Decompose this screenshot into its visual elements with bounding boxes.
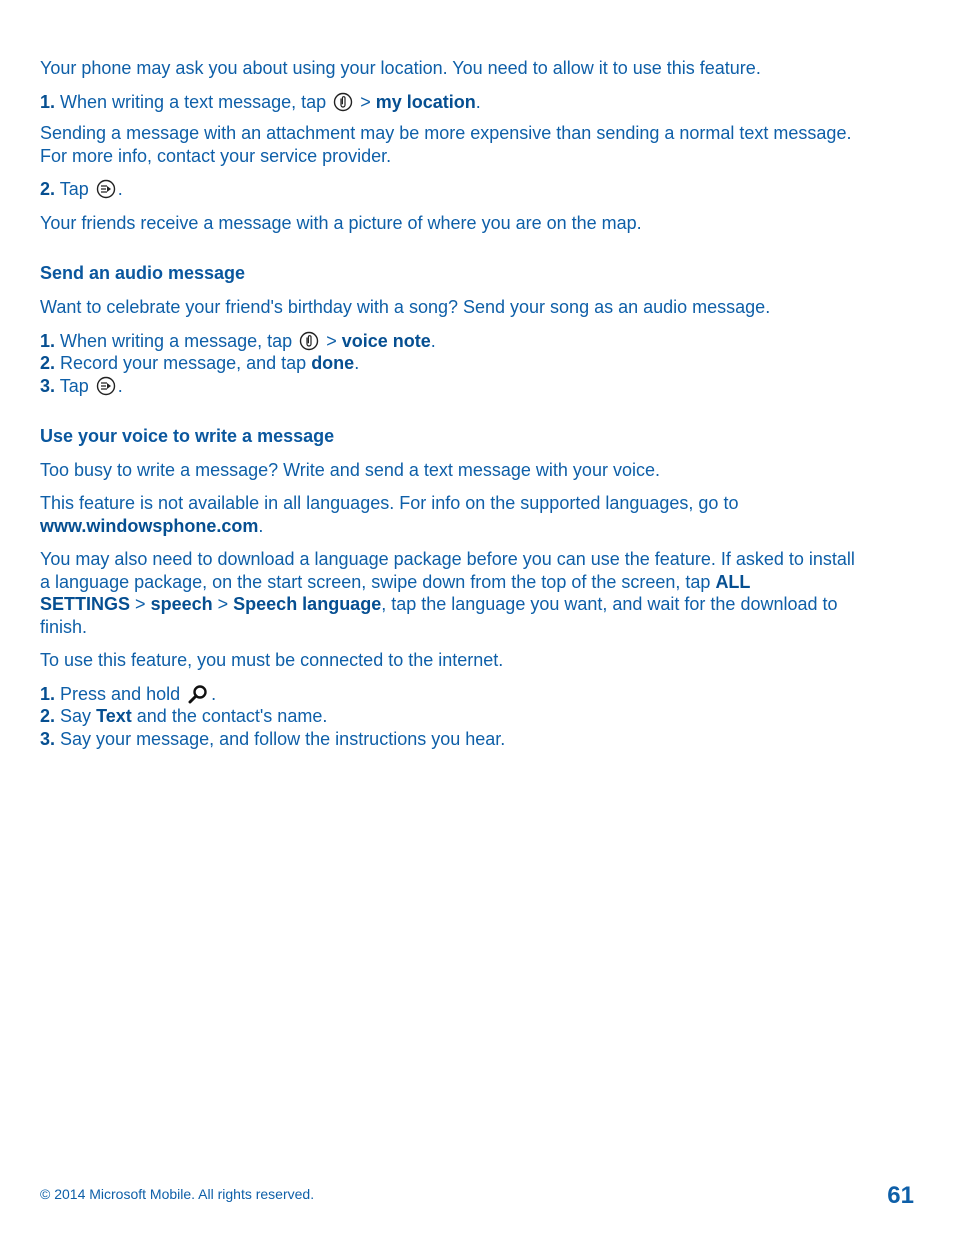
- step-audio-2: 2. Record your message, and tap done.: [40, 353, 360, 373]
- windowsphone-link[interactable]: www.windowsphone.com: [40, 516, 259, 536]
- voice-intro: Too busy to write a message? Write and send a text message with your voice.: [40, 460, 660, 480]
- step-audio-1: 1. When writing a message, tap > voice note.: [40, 331, 436, 351]
- step-voice-1: 1. Press and hold .: [40, 684, 217, 704]
- step-location-1: 1. When writing a text message, tap > my location.: [40, 92, 481, 112]
- step-number: 2.: [40, 353, 56, 373]
- all-settings-option: ALL: [715, 572, 751, 592]
- friends-receive-text: Your friends receive a message with a picture of where you are on the map.: [40, 213, 642, 233]
- step-number: 3.: [40, 729, 56, 749]
- voice-note-option: voice note: [341, 331, 431, 351]
- my-location-option: my location: [375, 92, 476, 112]
- cost-note-line-2: For more info, contact your service provider.: [40, 146, 392, 166]
- attach-icon: [299, 331, 319, 351]
- step-number: 3.: [40, 376, 56, 396]
- step-voice-2: 2. Say Text and the contact's name.: [40, 706, 328, 726]
- heading-audio-message: Send an audio message: [40, 263, 246, 283]
- download-line-1: You may also need to download a language package before you can use the feature. If asked to install: [40, 549, 855, 569]
- attach-icon: [333, 92, 353, 112]
- download-line-4: finish.: [40, 617, 88, 637]
- copyright-footer: © 2014 Microsoft Mobile. All rights reserved.: [40, 1186, 315, 1202]
- step-location-2: 2. Tap .: [40, 179, 123, 199]
- cost-note-line-1: Sending a message with an attachment may be more expensive than sending a normal text message.: [40, 123, 852, 143]
- send-icon: [96, 179, 116, 199]
- all-settings-option: SETTINGS: [40, 594, 131, 614]
- download-line-3: SETTINGS > speech > Speech language, tap the language you want, and wait for the download to: [40, 594, 838, 614]
- step-number: 2.: [40, 179, 56, 199]
- search-icon: [187, 684, 209, 704]
- audio-intro: Want to celebrate your friend's birthday with a song? Send your song as an audio message.: [40, 297, 771, 317]
- internet-note: To use this feature, you must be connected to the internet.: [40, 650, 504, 670]
- step-number: 2.: [40, 706, 56, 726]
- language-note-line-1: This feature is not available in all languages. For info on the supported languages, go to: [40, 493, 739, 513]
- download-line-2: a language package, on the start screen, swipe down from the top of the screen, tap ALL: [40, 572, 751, 592]
- speech-language-option: Speech language: [233, 594, 382, 614]
- language-note-line-2: www.windowsphone.com.: [40, 516, 264, 536]
- send-icon: [96, 376, 116, 396]
- done-option: done: [311, 353, 355, 373]
- heading-voice-message: Use your voice to write a message: [40, 426, 335, 446]
- step-number: 1.: [40, 684, 56, 704]
- step-voice-3: 3. Say your message, and follow the instructions you hear.: [40, 729, 506, 749]
- step-audio-3: 3. Tap .: [40, 376, 123, 396]
- speech-option: speech: [150, 594, 213, 614]
- step-number: 1.: [40, 92, 56, 112]
- page-number: 61: [887, 1182, 914, 1209]
- location-prompt: Your phone may ask you about using your location. You need to allow it to use this feature.: [40, 58, 761, 78]
- step-number: 1.: [40, 331, 56, 351]
- text-keyword: Text: [96, 706, 132, 726]
